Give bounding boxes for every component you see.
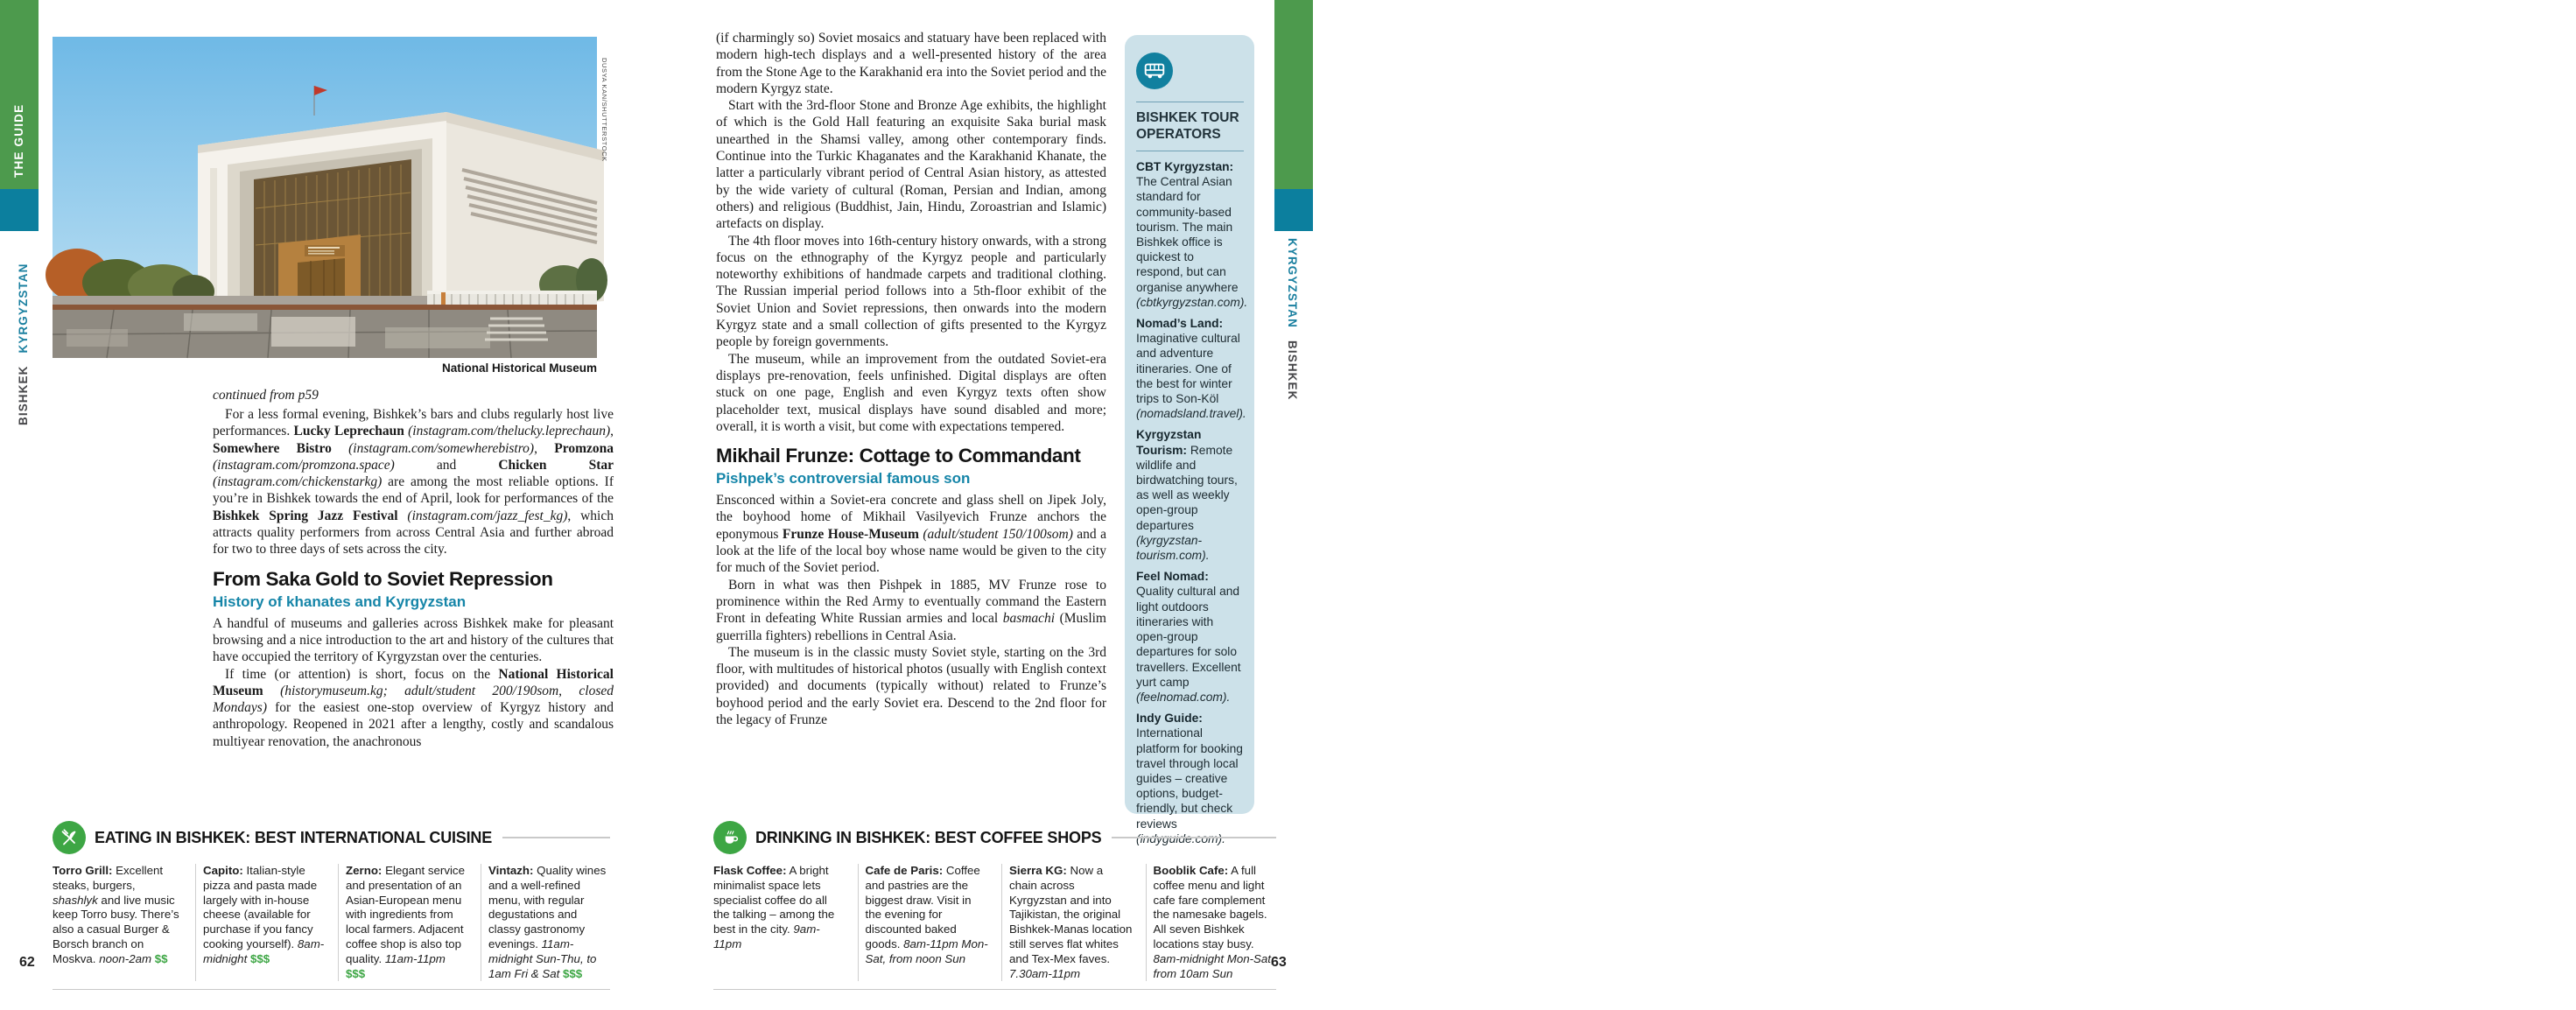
text-segment: (historymuseum.kg; adult/student 200/190som, closed Mondays)	[213, 683, 614, 716]
left-article	[213, 388, 614, 750]
tour-operators-sidebar	[1125, 35, 1254, 845]
right-guide-label: THE GUIDE	[2563, 107, 2576, 181]
text-segment: (instagram.com/somewherebistro)	[348, 440, 535, 456]
left-edge-green-bar	[0, 0, 39, 189]
eating-strip-header	[53, 819, 610, 856]
drinking-columns	[713, 864, 1276, 990]
page-number-right: 63	[1271, 955, 1287, 970]
text-segment: International platform for booking travel through local guides – creative options, budget-friendly, but check reviews	[1136, 726, 1243, 831]
text-segment: Kyrgyzstan Tourism:	[1136, 428, 1202, 457]
drinking-strip-rule	[1112, 837, 1276, 838]
text-segment: and live music keep Torro busy. There’s also a casual Burger & Borsch branch on Moskva.	[53, 893, 179, 965]
text-segment: Sierra KG:	[1009, 864, 1067, 877]
text-segment: Imaginative cultural and adventure itineraries. One of the best for winter trips to Son-Köl	[1136, 332, 1240, 406]
text-segment: $$$	[249, 951, 270, 965]
paragraph	[716, 351, 1106, 435]
text-segment: Zerno:	[346, 864, 383, 877]
text-segment: Now a chain across Kyrgyzstan and into Tajikistan, the original Bishkek-Manas location still serves flat whites and Tex-Mex faves.	[1009, 864, 1133, 965]
text-segment: shashlyk	[53, 893, 98, 907]
text-segment: 7.30am-11pm	[1009, 966, 1081, 980]
section-subtitle-frunze: Pishpek’s controversial famous son	[716, 470, 971, 487]
text-segment: Nomad’s Land:	[1136, 317, 1224, 331]
listing-column	[713, 864, 845, 981]
right-article	[716, 30, 1106, 728]
listing-column	[195, 864, 325, 981]
text-segment: (instagram.com/promzona.space)	[213, 457, 395, 473]
text-segment: The 4th floor moves into 16th-century history onwards, with a strong focus on the ethnography of the Kyrgyz people and particularly noteworthy exhibitions of handmade carpets and traditional clothing. The Russian imperial period follows into a 5th-floor exhibit of the Soviet Union and Soviet repressions, then onwards into the modern Kyrgyz state and a small collection of gifts presented to the Kyrgyz people by foreign governments.	[716, 233, 1106, 350]
museum-photo	[53, 37, 597, 358]
listing-column	[1001, 864, 1133, 981]
left-spine-city: BISHKEK	[17, 365, 30, 425]
left-spine-region: KYRGYZSTAN	[17, 263, 30, 354]
photo-credit: DUSYA KAN/SHUTTERSTOCK	[600, 58, 608, 162]
drinking-strip-header	[713, 819, 1276, 856]
text-segment: (instagram.com/thelucky.leprechaun)	[408, 424, 611, 439]
text-segment: Booblik Cafe:	[1153, 864, 1229, 877]
text-segment	[398, 509, 408, 523]
text-segment: Born in what was then Pishpek in 1885, MV Frunze rose to prominence within the Red Army to eventually command the Eastern Front in defeating White Russian armies and local	[716, 577, 1106, 627]
section-subtitle-saka: History of khanates and Kyrgyzstan	[213, 593, 467, 610]
text-segment: The museum is in the classic musty Soviet style, starting on the 3rd floor, with multitudes of historical photos (usually with English context provided) and documents (typically without) related to Frunze’s boyhood period and the early Soviet era. Descend to the 2nd floor for the legacy of Frunze	[716, 644, 1106, 727]
text-segment: A handful of museums and galleries across Bishkek make for pleasant browsing and a nice introduction to the art and history of the cultures that have occupied the territory of Kyrgyzstan over the centuries.	[213, 615, 614, 665]
paragraph	[213, 615, 614, 666]
right-spine-label	[1286, 238, 1299, 400]
utensils-icon	[53, 821, 86, 854]
text-segment: are among the most reliable options. If you’re in Bishkek towards the end of April, look for performances of the	[213, 474, 614, 507]
sidebar-title: BISHKEK TOUR OPERATORS	[1136, 110, 1239, 142]
text-segment: National Historical Museum	[213, 666, 614, 698]
text-segment: Lucky Leprechaun	[293, 424, 404, 439]
paragraph	[716, 577, 1106, 644]
text-segment: Cafe de Paris:	[865, 864, 944, 877]
text-segment: CBT Kyrgyzstan:	[1136, 160, 1234, 173]
text-segment: , which attracts quality performers from across Central Asia and further abroad for two to three days of sets across the city.	[213, 508, 614, 558]
sidebar-entry	[1136, 569, 1244, 705]
eating-strip	[53, 819, 610, 990]
text-segment: (if charmingly so) Soviet mosaics and statuary have been replaced with modern high-tech displays and a well-presented history of the area from the Stone Age to the Karakhanid era into the Soviet period and the modern Kyrgyz state.	[716, 31, 1106, 96]
text-segment: Coffee and pastries are the biggest draw. Visit in the evening for discounted baked goods.	[865, 864, 980, 950]
section-title-saka: From Saka Gold to Soviet Repression	[213, 567, 553, 590]
text-segment: $$$	[346, 966, 366, 980]
eating-strip-title: EATING IN BISHKEK: BEST INTERNATIONAL CUISINE	[95, 828, 493, 846]
text-segment: ,	[610, 424, 614, 439]
text-segment: $$	[154, 951, 168, 965]
left-edge-teal-block	[0, 189, 39, 231]
text-segment: (instagram.com/chickenstarkg)	[213, 474, 383, 490]
photo-caption: National Historical Museum	[441, 361, 597, 375]
text-segment: Bishkek Spring Jazz Festival	[213, 508, 398, 523]
text-segment: 8am-midnight Mon-Sat, from 10am Sun	[1153, 951, 1274, 980]
coffee-icon	[713, 821, 747, 854]
text-segment: noon-2am	[99, 951, 152, 965]
right-spine-region: KYRGYZSTAN	[1286, 238, 1299, 329]
text-segment: Italian-style pizza and pasta made largely with in-house cheese (available for purchase if you fancy cooking yourself).	[203, 864, 318, 950]
text-segment: 8am-midnight	[203, 936, 325, 965]
text-segment: $$$	[562, 966, 583, 980]
listing-column	[481, 864, 610, 981]
text-segment: Elegant service and presentation of an Asian-European menu with ingredients from local farmers. Adjacent coffee shop is also top quality.	[346, 864, 465, 965]
text-segment: (instagram.com/jazz_fest_kg)	[407, 508, 568, 523]
page-number-left: 62	[19, 955, 35, 970]
text-segment: Ensconced within a Soviet-era concrete and glass shell on Jipek Joly, the boyhood home of Mikhail Vasilyevich Frunze anchors the eponymous	[716, 493, 1106, 542]
listing-column	[53, 864, 182, 981]
sidebar-entry	[1136, 159, 1248, 310]
text-segment: (indyguide.com).	[1136, 831, 1225, 845]
text-segment: (Muslim guerrilla fighters) rebellions in Central Asia.	[716, 611, 1106, 643]
text-segment: Excellent steaks, burgers,	[53, 864, 164, 892]
drinking-strip	[713, 819, 1276, 990]
bus-icon	[1136, 53, 1173, 89]
text-segment: (kyrgyzstan-tourism.com).	[1136, 533, 1210, 563]
text-segment: Capito:	[203, 864, 243, 877]
paragraph	[716, 233, 1106, 351]
text-segment: ,	[534, 440, 555, 456]
text-segment: for the easiest one-stop overview of Kyrgyz history and anthropology. Reopened in 2021 after a lengthy, costly and scandalous multiyear renovation, the anachronous	[213, 700, 614, 749]
sidebar-entry	[1136, 316, 1244, 421]
text-segment: and a look at the life of the local boy whose name would be given to the city for much of the Soviet period.	[716, 526, 1107, 576]
text-segment: Remote wildlife and birdwatching tours, as well as weekly open-group departures	[1136, 443, 1238, 532]
sidebar-entry	[1136, 427, 1244, 563]
text-segment	[263, 684, 280, 698]
text-segment: Feel Nomad:	[1136, 570, 1209, 584]
text-segment: If time (or attention) is short, focus on the	[225, 666, 499, 682]
paragraph	[213, 666, 614, 750]
paragraph	[716, 97, 1106, 232]
text-segment: Indy Guide:	[1136, 712, 1203, 726]
frunze-paragraphs	[716, 492, 1106, 728]
paragraph	[716, 492, 1106, 576]
text-segment: Promzona	[554, 440, 614, 456]
text-segment: Quality wines and a well-refined menu, with regular degustations and classy gastronomy evenings.	[488, 864, 607, 950]
text-segment: and	[394, 457, 499, 473]
eating-strip-rule	[502, 837, 610, 838]
listing-column	[338, 864, 467, 981]
right-edge-teal-block	[1274, 189, 1313, 231]
section-title-frunze: Mikhail Frunze: Cottage to Commandant	[716, 445, 1081, 467]
text-segment: basmachi	[1002, 611, 1056, 627]
text-segment: (nomadsland.travel).	[1136, 407, 1246, 421]
text-segment	[332, 441, 348, 456]
text-segment: Somewhere Bistro	[213, 440, 332, 456]
text-segment: (feelnomad.com).	[1136, 690, 1231, 704]
listing-column	[858, 864, 989, 981]
text-segment: Vintazh:	[488, 864, 534, 877]
text-segment: A full coffee menu and light cafe fare complement the namesake bagels. All seven Bishkek locations stay busy.	[1153, 864, 1267, 950]
left-spine-label	[17, 263, 30, 425]
text-segment: 9am-11pm	[713, 922, 820, 950]
text-segment: The museum, while an improvement from the outdated Soviet-era displays pre-renovation, feels unfinished. Digital displays are often stuck on one page, English and even Kyrgyz texts often show placeholder text, musical displays have sound disabled and more; overall, it is worth a visit, but come with expectations tempered.	[716, 351, 1106, 434]
museum-continuation	[716, 30, 1106, 435]
paragraph	[716, 30, 1106, 97]
continued-note: continued from p59	[213, 388, 319, 403]
text-segment: 11am-11pm	[384, 951, 446, 965]
text-segment: 8am-11pm Mon-Sat, from noon Sun	[865, 936, 988, 965]
text-segment: For a less formal evening, Bishkek’s bars and clubs regularly host live performances.	[213, 407, 614, 439]
text-segment: 11am-midnight Sun-Thu, to 1am Fri & Sat	[488, 936, 597, 980]
text-segment: The Central Asian standard for community-based tourism. The main Bishkek office is quickest to respond, but can organise anywhere	[1136, 175, 1239, 294]
paragraph	[716, 644, 1106, 728]
text-segment: Torro Grill:	[53, 864, 113, 877]
text-segment: A bright minimalist space lets specialist coffee do all the talking – among the best in the city.	[713, 864, 835, 936]
text-segment: Chicken Star	[498, 457, 614, 473]
museum-photo-illustration	[53, 37, 597, 358]
text-segment: (adult/student 150/100som)	[923, 526, 1073, 542]
right-edge-green-bar	[1274, 0, 2576, 189]
eating-columns	[53, 864, 610, 990]
sidebar-entries	[1136, 159, 1248, 846]
text-segment: (cbtkyrgyzstan.com).	[1136, 295, 1248, 309]
text-segment: Flask Coffee:	[713, 864, 787, 877]
drinking-strip-title: DRINKING IN BISHKEK: BEST COFFEE SHOPS	[755, 828, 1102, 846]
right-spine-city: BISHKEK	[1286, 340, 1299, 401]
text-segment: Quality cultural and light outdoors itineraries with open-group departures for solo travellers. Excellent yurt camp	[1136, 585, 1241, 689]
left-guide-label: THE GUIDE	[12, 103, 25, 178]
listing-column	[1146, 864, 1277, 981]
paragraph	[213, 406, 614, 558]
text-segment: Start with the 3rd-floor Stone and Bronze Age exhibits, the highlight of which is the Gold Hall featuring an exquisite Saka burial mask unearthed in the Shamsi valley, among other contemporary finds. Continue into the Turkic Khaganates and the Karakhanid Khanate, the latter a particularly vibrant period of Central Asian history, as attested by the wide variety of cultural (Roman, Persian and Indian, among others) and religious (Buddhist, Jain, Hindu, Zoroastrian and Islamic) artefacts on display.	[716, 98, 1106, 232]
text-segment: Frunze House-Museum	[782, 526, 919, 542]
